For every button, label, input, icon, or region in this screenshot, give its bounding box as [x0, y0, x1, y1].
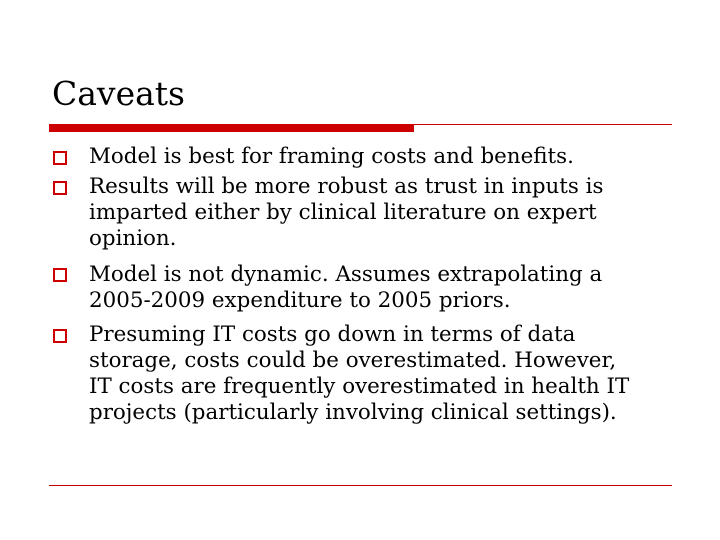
title-underline-thin	[414, 124, 672, 125]
bullet-line: Model is not dynamic. Assumes extrapolating a	[89, 262, 603, 287]
bullet-line: opinion.	[89, 226, 177, 251]
bullet-line: imparted either by clinical literature on expert	[89, 200, 597, 225]
title-underline-thick	[49, 124, 414, 132]
slide-title: Caveats	[52, 74, 185, 113]
bullet-text	[89, 262, 669, 314]
footer-divider	[49, 485, 672, 486]
bullet-line: projects (particularly involving clinical settings).	[89, 400, 617, 425]
bullet-line: 2005-2009 expenditure to 2005 priors.	[89, 288, 511, 313]
hollow-square-bullet-icon	[53, 329, 67, 343]
bullet-line: Presuming IT costs go down in terms of data	[89, 322, 576, 347]
bullet-line: Results will be more robust as trust in inputs is	[89, 174, 604, 199]
bullet-text	[89, 174, 669, 252]
bullet-line: Model is best for framing costs and benefits.	[89, 144, 574, 169]
bullet-line: storage, costs could be overestimated. However,	[89, 348, 617, 373]
bullet-line: IT costs are frequently overestimated in health IT	[89, 374, 630, 399]
hollow-square-bullet-icon	[53, 151, 67, 165]
bullet-text	[89, 144, 669, 170]
bullet-text	[89, 322, 669, 426]
hollow-square-bullet-icon	[53, 268, 67, 282]
hollow-square-bullet-icon	[53, 181, 67, 195]
